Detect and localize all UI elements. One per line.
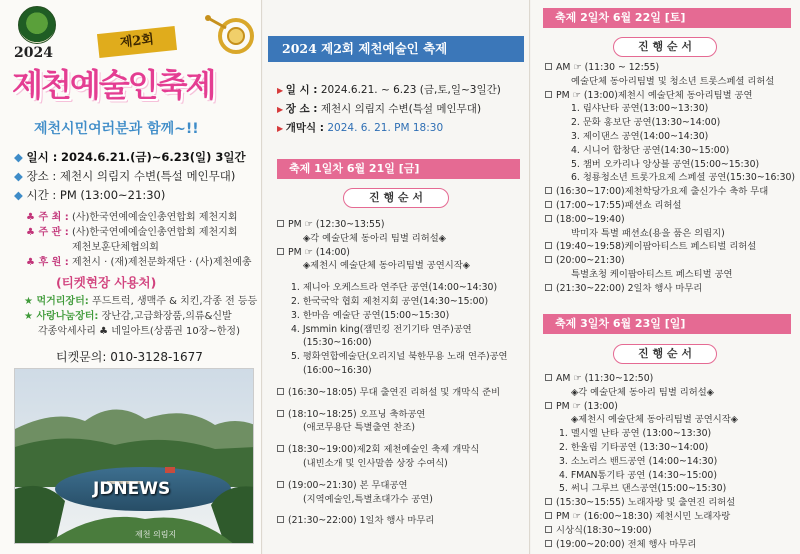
schedule-text: 5. 평화연합예술단(오리지널 북한무용 노래 연주)공연 xyxy=(291,351,508,363)
edition-banner: 제2회 xyxy=(97,26,177,58)
schedule-item xyxy=(277,259,508,273)
schedule-text: ◈각 예술단체 동아리 팀별 리허설◈ xyxy=(303,232,446,244)
schedule-text: (17:00~17:55)패션쇼 리허설 xyxy=(556,199,682,211)
day1-panel xyxy=(263,0,530,554)
schedule-item xyxy=(545,61,795,75)
festival-title: 제천예술인축제 xyxy=(12,66,215,104)
schedule-text: (19:00~21:30) 본 무대공연 xyxy=(288,479,408,491)
schedule-item xyxy=(545,372,738,386)
schedule-item xyxy=(545,102,795,116)
schedule-item xyxy=(545,496,738,510)
schedule-text: 2. 문화 홍보단 공연(13:30~14:00) xyxy=(571,117,721,129)
ticket-item: 각종악세사리 ♣ 네일아트(상품권 10장~한정) xyxy=(38,326,240,337)
info-time: ◆ 시간 : PM (13:00~21:30) xyxy=(14,188,166,202)
schedule-item xyxy=(545,538,738,552)
schedule-item xyxy=(277,232,508,246)
organizers xyxy=(26,210,252,270)
schedule-item xyxy=(277,493,508,507)
schedule-text: 6. 청룡청소년 트롯가요제 스페셜 공연(15:30~16:30) xyxy=(571,172,796,184)
schedule-text: PM ☞ (13:00) xyxy=(556,400,618,412)
info-date: ◆ 일시 : 2024.6.21.(금)~6.23(일) 3일간 xyxy=(14,150,246,164)
schedule-text: (내빈소개 및 인사말씀 상장 수여식) xyxy=(303,457,448,469)
schedule-text: (애코무용단 특별출연 찬조) xyxy=(303,422,415,434)
schedule-item xyxy=(545,268,795,282)
schedule-item xyxy=(545,282,795,296)
schedule-item xyxy=(545,455,738,469)
schedule-text: (16:30~18:05) 무대 출연진 리허설 및 개막식 준비 xyxy=(288,386,501,398)
schedule-spacer xyxy=(277,435,508,443)
org-row: ♣ 주 최 : (사)한국연예예술인총연합회 제천지회 xyxy=(26,212,238,223)
checkbox-square-icon xyxy=(545,242,552,249)
day23-panel xyxy=(531,0,800,554)
schedule-item xyxy=(545,524,738,538)
checkbox-square-icon xyxy=(545,215,552,222)
schedule-text: (지역예술인,특별초대가수 공연) xyxy=(303,493,433,505)
ticket-contact: 티켓문의: 010-3128-1677 xyxy=(56,350,203,364)
schedule-text: (20:00~21:30) xyxy=(556,255,625,267)
schedule-item xyxy=(545,386,738,400)
ticket-title: (티켓현장 사용처) xyxy=(56,275,157,290)
schedule-text: (16:00~16:30) xyxy=(303,364,372,376)
org-row: ♣ 후 원 : 제천시 · (재)제천문화재단 · (사)제천예총 xyxy=(26,257,252,268)
schedule-spacer xyxy=(277,506,508,514)
schedule-text: 5. 써니 그루브 댄스공연(15:00~15:30) xyxy=(559,483,727,495)
day1-header: 축제 1일차 6월 21일 [금] xyxy=(277,159,520,179)
schedule-spacer xyxy=(277,378,508,386)
festival-info xyxy=(277,81,501,138)
schedule-item xyxy=(277,421,508,435)
checkbox-square-icon xyxy=(545,374,552,381)
schedule-text: AM ☞ (11:30 ~ 12:55) xyxy=(556,62,660,73)
event-info xyxy=(14,148,246,205)
schedule-item xyxy=(277,309,508,323)
schedule-text: (15:30~16:00) xyxy=(303,337,372,349)
schedule-spacer xyxy=(277,471,508,479)
schedule-text: 4. 시니어 합창단 공연(14:30~15:00) xyxy=(571,144,730,156)
checkbox-square-icon xyxy=(545,256,552,263)
checkbox-square-icon xyxy=(277,220,284,227)
info-row: ▶ 일 시 : 2024.6.21. ~ 6.23 (금,토,일~3일간) xyxy=(277,84,501,96)
poster-panel xyxy=(0,0,262,554)
info-row: ▶ 개막식 : 2024. 6. 21. PM 18:30 xyxy=(277,122,444,134)
uirimji-photo xyxy=(14,368,254,544)
checkbox-square-icon xyxy=(277,248,284,255)
checkbox-square-icon xyxy=(545,91,552,98)
schedule-item xyxy=(545,158,795,172)
schedule-text: ◈각 예술단체 동아리 팀별 리허설◈ xyxy=(571,386,714,398)
horn-icon xyxy=(200,8,258,56)
schedule-text: 2. 한울림 기타공연 (13:30~14:00) xyxy=(559,441,709,453)
schedule-item xyxy=(545,227,795,241)
schedule-text: 3. 소노러스 밴드공연 (14:00~14:30) xyxy=(559,455,718,467)
schedule-text: ◈제천시 예술단체 동아리팀별 공연시작◈ xyxy=(571,414,738,426)
schedule-item xyxy=(277,246,508,260)
schedule-item xyxy=(277,408,508,422)
day1-schedule xyxy=(277,218,508,528)
festival-subtitle: 제천시민여러분과 함께~!! xyxy=(34,121,199,137)
checkbox-square-icon xyxy=(545,512,552,519)
schedule-item xyxy=(545,213,795,227)
schedule-item xyxy=(277,457,508,471)
schedule-text: PM ☞ (13:00)제천시 예술단체 동아리팀별 공연 xyxy=(556,89,753,101)
checkbox-square-icon xyxy=(545,187,552,194)
checkbox-square-icon xyxy=(545,63,552,70)
schedule-text: 1. 제니아 오케스트라 연주단 공연(14:00~14:30) xyxy=(291,282,498,294)
schedule-item xyxy=(545,510,738,524)
checkbox-square-icon xyxy=(545,526,552,533)
day3-header: 축제 3일차 6월 23일 [일] xyxy=(543,314,791,334)
schedule-text: (19:00~20:00) 전체 행사 마무리 xyxy=(556,538,697,550)
checkbox-square-icon xyxy=(277,388,284,395)
schedule-text: (19:40~19:58)케이팝아티스트 페스티벌 리허설 xyxy=(556,241,757,253)
info-row: ▶ 장 소 : 제천시 의림지 수변(특설 메인무대) xyxy=(277,103,482,115)
schedule-item xyxy=(545,254,795,268)
schedule-text: (21:30~22:00) 1일차 행사 마무리 xyxy=(288,515,435,527)
schedule-text: PM ☞ (12:30~13:55) xyxy=(288,219,385,230)
schedule-text: 4. Jsmmin king(잼민킹 전기기타 연주)공연 xyxy=(291,323,472,335)
org-row: 제천보훈단체협의회 xyxy=(72,242,159,253)
schedule-item xyxy=(545,400,738,414)
ticket-uses xyxy=(24,294,257,339)
day2-header: 축제 2일차 6월 22일 [토] xyxy=(543,8,791,28)
schedule-item xyxy=(277,364,508,378)
schedule-item xyxy=(277,443,508,457)
schedule-item xyxy=(545,75,795,89)
checkbox-square-icon xyxy=(545,284,552,291)
schedule-item xyxy=(277,281,508,295)
schedule-spacer xyxy=(277,273,508,281)
schedule-item xyxy=(545,469,738,483)
checkbox-square-icon xyxy=(545,498,552,505)
schedule-text: 4. FMAN통기타 공연 (14:30~15:00) xyxy=(559,469,717,481)
festival-header: 2024 제2회 제천예술인 축제 xyxy=(268,36,524,62)
schedule-text: 5. 챔버 오카리나 앙상블 공연(15:00~15:30) xyxy=(571,158,760,170)
day2-program-label: 진 행 순 서 xyxy=(613,37,717,57)
schedule-item xyxy=(277,323,508,337)
checkbox-square-icon xyxy=(277,481,284,488)
photo-watermark: JDNEWS xyxy=(93,479,171,499)
schedule-text: PM ☞ (16:00~18:30) 제천시민 노래자랑 xyxy=(556,510,731,522)
association-logo-icon xyxy=(18,6,56,44)
schedule-item xyxy=(545,413,738,427)
checkbox-square-icon xyxy=(277,445,284,452)
schedule-text: 1. 림샤난타 공연(13:00~13:30) xyxy=(571,103,709,115)
schedule-item xyxy=(277,386,508,400)
schedule-item xyxy=(545,441,738,455)
photo-caption: 제천 의림지 xyxy=(135,530,177,539)
schedule-item xyxy=(277,479,508,493)
schedule-item xyxy=(277,514,508,528)
poster-year: 2024 xyxy=(14,45,53,61)
day3-schedule xyxy=(545,372,738,551)
ticket-item: ★ 사랑나눔장터: 장난감,고급화장품,의류&신발 xyxy=(24,311,232,322)
schedule-text: ◈제천시 예술단체 동아리팀별 공연시작◈ xyxy=(303,260,470,272)
schedule-item xyxy=(545,240,795,254)
schedule-text: 2. 한국국악 협회 제천지회 공연(14:30~15:00) xyxy=(291,295,489,307)
schedule-spacer xyxy=(277,400,508,408)
schedule-text: 3. 한마음 예술단 공연(15:00~15:30) xyxy=(291,309,450,321)
info-place: ◆ 장소 : 제천시 의림지 수변(특설 메인무대) xyxy=(14,169,236,183)
schedule-text: AM ☞ (11:30~12:50) xyxy=(556,373,654,384)
schedule-text: (15:30~15:55) 노래자랑 및 출연진 리허설 xyxy=(556,497,736,509)
day3-program-label: 진 행 순 서 xyxy=(613,344,717,364)
schedule-text: (18:10~18:25) 오프닝 축하공연 xyxy=(288,408,426,420)
schedule-item xyxy=(545,482,738,496)
checkbox-square-icon xyxy=(545,540,552,547)
schedule-item xyxy=(545,116,795,130)
schedule-text: 박미자 특별 패션쇼(용을 품은 의림지) xyxy=(571,227,725,239)
schedule-item xyxy=(277,336,508,350)
schedule-item xyxy=(545,185,795,199)
schedule-item xyxy=(545,144,795,158)
schedule-text: (18:30~19:00)제2회 제천예술인 축제 개막식 xyxy=(288,444,480,456)
org-row: ♣ 주 관 : (사)한국연예예술인총연합회 제천지회 xyxy=(26,227,238,238)
schedule-item xyxy=(545,130,795,144)
schedule-text: 1. 멜시엘 난타 공연 (13:00~13:30) xyxy=(559,428,712,440)
schedule-text: PM ☞ (14:00) xyxy=(288,246,350,258)
schedule-item xyxy=(545,89,795,103)
schedule-text: 예술단체 동아리팀별 및 청소년 트롯스페셜 리허설 xyxy=(571,75,775,87)
ticket-item: ★ 먹거리장터: 푸드트럭, 생맥주 & 치킨,각종 전 등등 xyxy=(24,296,258,307)
schedule-text: (21:30~22:00) 2일차 행사 마무리 xyxy=(556,282,703,294)
schedule-item xyxy=(545,199,795,213)
checkbox-square-icon xyxy=(277,410,284,417)
day2-schedule xyxy=(545,61,795,296)
schedule-text: (16:30~17:00)제천학당가요제 출신가수 축하 무대 xyxy=(556,186,769,198)
schedule-item xyxy=(277,350,508,364)
schedule-text: (18:00~19:40) xyxy=(556,213,625,225)
schedule-text: 특별초청 케이팝아티스트 페스티벌 공연 xyxy=(571,268,733,280)
day1-program-label: 진 행 순 서 xyxy=(343,188,449,208)
checkbox-square-icon xyxy=(545,201,552,208)
checkbox-square-icon xyxy=(545,402,552,409)
checkbox-square-icon xyxy=(277,516,284,523)
schedule-text: 시상식(18:30~19:00) xyxy=(556,524,652,536)
schedule-item xyxy=(545,171,795,185)
schedule-item xyxy=(545,427,738,441)
schedule-text: 3. 제이댄스 공연(14:00~14:30) xyxy=(571,130,709,142)
schedule-item xyxy=(277,218,508,232)
schedule-item xyxy=(277,295,508,309)
